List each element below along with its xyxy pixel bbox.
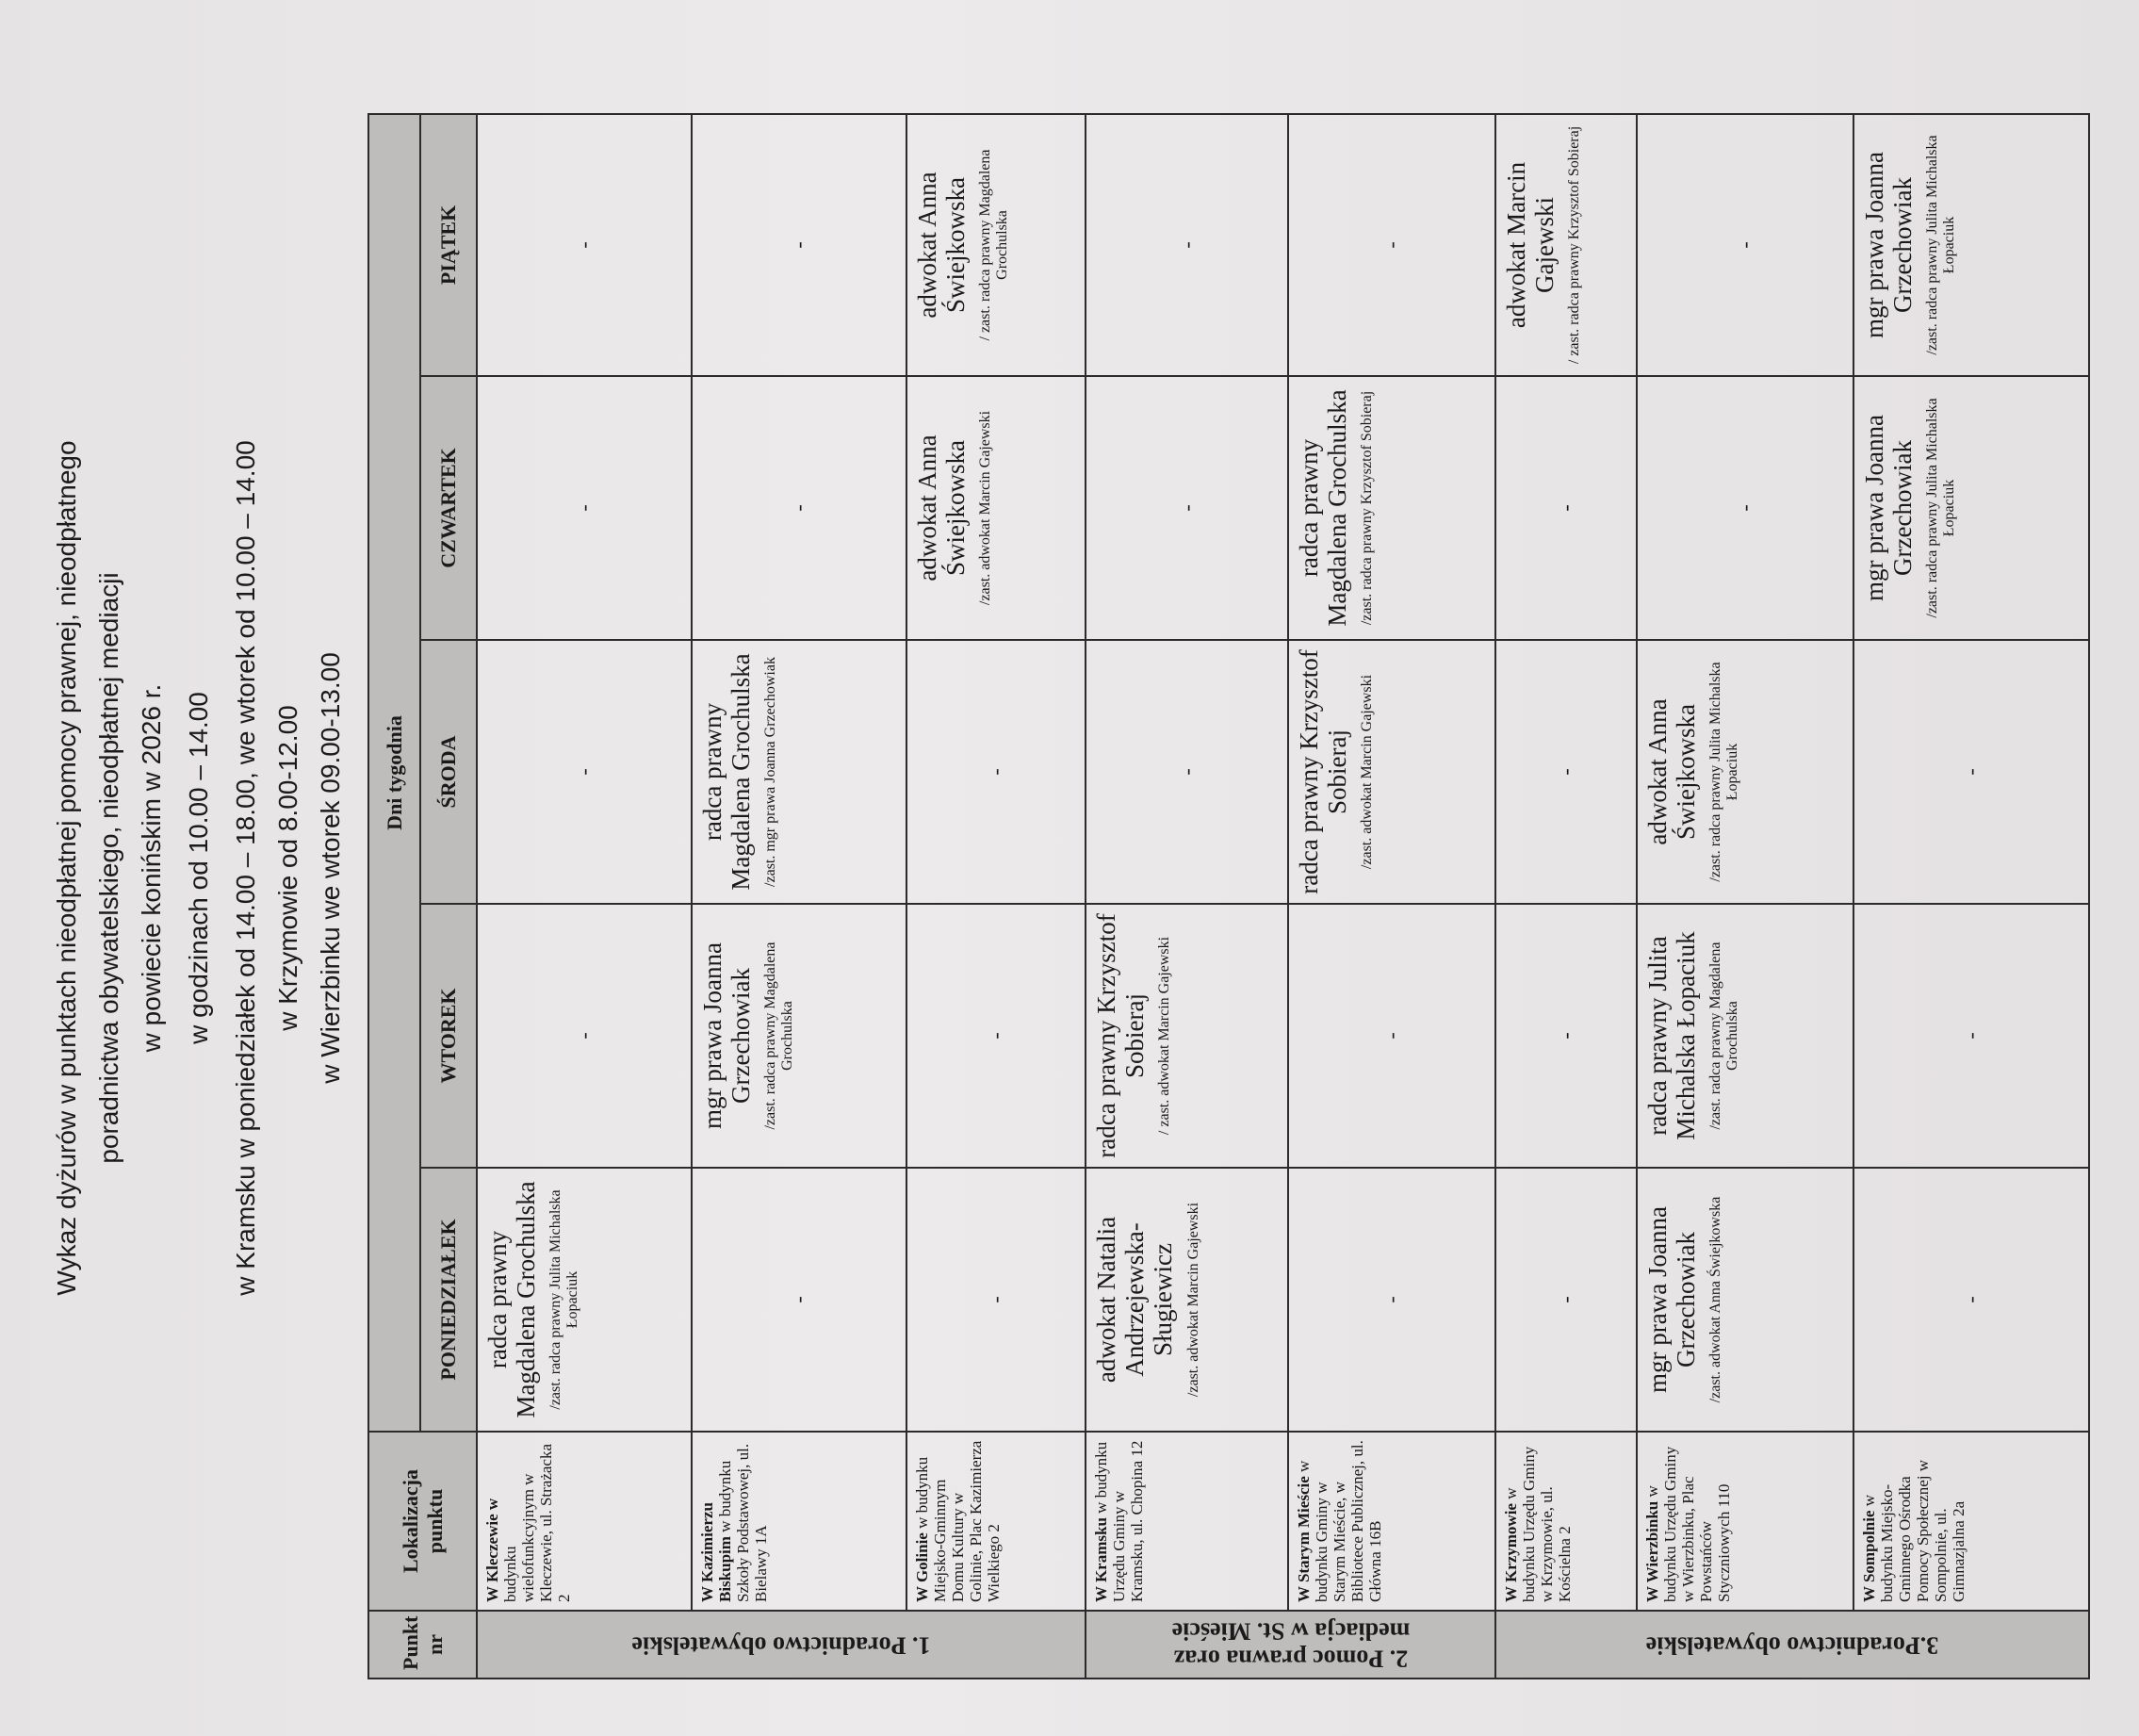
location-name: W Wierzbinku [1643,1500,1661,1602]
location-address: w budynku Gminy w Starym Mieście, w Bibliotece Publicznej, ul. Główna 16B [1295,1440,1385,1602]
duty-empty: - [906,640,1086,904]
duty-substitute: /zast. radca prawny Julita Michalska Łopaciuk [1924,398,1958,618]
duty-substitute: /zast. mgr prawa Joanna Grzechowiak [762,657,779,887]
duty-cell [906,376,1086,640]
section-2-text: 2. Pomoc prawna oraz mediacja w St. Mieście [1171,1618,1410,1673]
duty-main: mgr prawa Joanna Grzechowiak [1860,415,1918,601]
duty-main: adwokat Anna Świejkowska [913,172,971,319]
duty-substitute: /zast. radca prawny Magdalena Grochulska [1707,942,1741,1130]
duty-main: mgr prawa Joanna Grzechowiak [1643,1206,1701,1393]
location-name: W Starym Mieście [1295,1476,1313,1602]
duty-substitute: / zast. adwokat Marcin Gajewski [1156,936,1173,1136]
duty-empty: - [1288,1168,1495,1432]
location-cell [1288,1432,1495,1611]
location-name: W Kazimierzu Biskupim [698,1502,735,1602]
table-row [1288,114,1495,1679]
duty-empty: - [477,904,692,1168]
section-label-2 [1086,1611,1495,1679]
location-address: w budynku Urzędu Gminy w Krzymowie, ul. Kościelna 2 [1502,1446,1575,1602]
duty-main: adwokat Natalia Andrzejewska-Sługiewicz [1092,1216,1178,1384]
duty-cell [1637,640,1853,904]
table-row [477,114,692,1679]
section-3-text: 3.Poradnictwo obywatelskie [1645,1631,1939,1660]
duty-empty: - [1288,114,1495,376]
location-cell [1086,1432,1288,1611]
duty-empty: - [1495,376,1637,640]
table-row [1495,114,1637,1679]
header-line-7: w Wierzbinku we wtorek 09.00-13.00 [316,652,345,1084]
duty-cell [1288,376,1495,640]
duty-empty: - [477,640,692,904]
duty-empty: - [1495,640,1637,904]
duty-substitute: /zast. radca prawny Julita Michalska Łopaciuk [547,1189,581,1410]
duty-main: mgr prawa Joanna Grzechowiak [698,942,756,1129]
duty-cell [1086,904,1288,1168]
duty-main: radca prawny Julita Michalska Łopaciuk [1643,931,1701,1140]
duty-cell [477,1168,692,1432]
section-1-text: 1. Poradnictwo obywatelskie [631,1631,931,1660]
duty-cell [1086,1168,1288,1432]
location-name: W Kramsku [1092,1517,1110,1602]
location-address: w budynku Miejsko-Gminnego Ośrodka Pomocy Społecznej w Sompolnie, ul. Gimnazjalna 2a [1860,1459,1968,1602]
location-address: w budynku Szkoły Podstawowej, ul. Bielawy 1A [716,1443,771,1602]
table-row [1086,114,1288,1679]
location-name: W Golinie [913,1532,931,1602]
header-line-2: poradnictwa obywatelskiego, nieodpłatnej mediacji [94,572,123,1164]
duty-main: radca prawny Krzysztof Sobieraj [1092,913,1150,1158]
location-cell [906,1432,1086,1611]
header-day: CZWARTEK [420,376,477,640]
duty-cell [906,114,1086,376]
location-address: budynku wielofunkcyjnym w Kleczewie, ul. Strażacka 2 [501,1443,574,1602]
location-cell [1495,1432,1637,1611]
duty-cell [1288,640,1495,904]
header-line-3: w powiecie konińskim w 2026 r. [137,683,166,1053]
duty-empty: - [477,376,692,640]
location-address: w budynku Urzędu Gminy w Wierzbinku, Plac Powstańców Styczniowych 110 [1643,1446,1734,1602]
duty-substitute: /zast. radca prawny Julita Michalska Łopaciuk [1924,135,1958,355]
location-cell [1853,1432,2089,1611]
duty-main: adwokat Anna Świejkowska [913,434,971,581]
location-name: W Kleczewie w [483,1498,501,1602]
duty-cell [692,904,906,1168]
table-row [1853,114,2089,1679]
duty-empty: - [1288,904,1495,1168]
duty-empty: - [477,114,692,376]
duty-main: adwokat Marcin Gajewski [1502,161,1559,329]
duty-empty: - [1853,904,2089,1168]
location-cell [477,1432,692,1611]
header-day: WTOREK [420,904,477,1168]
duty-cell [1637,1168,1853,1432]
header-line-4: w godzinach od 10.00 – 14.00 [184,692,213,1044]
duty-empty: - [1495,904,1637,1168]
duty-empty: - [1086,376,1288,640]
duty-cell [1853,114,2089,376]
duty-empty: - [1853,640,2089,904]
table-row [692,114,906,1679]
duty-cell [692,640,906,904]
duty-main: radca prawny Magdalena Grochulska [483,1181,541,1418]
header-day: PONIEDZIAŁEK [420,1168,477,1432]
header-line-6: w Krzymowie od 8.00-12.00 [273,705,302,1031]
duty-cell [1853,376,2089,640]
duty-substitute: / zast. radca prawny Krzysztof Sobieraj [1566,125,1583,365]
duty-substitute: /zast. adwokat Marcin Gajewski [1359,674,1376,870]
duty-substitute: /zast. adwokat Marcin Gajewski [1184,1202,1201,1398]
section-label-1 [477,1611,1086,1679]
duty-empty: - [692,376,906,640]
duty-substitute: /zast. adwokat Marcin Gajewski [977,410,994,606]
table-row [1637,114,1853,1679]
duty-substitute: /zast. radca prawny Julita Michalska Łopaciuk [1707,662,1741,882]
duty-main: radca prawny Krzysztof Sobieraj [1295,649,1352,894]
duty-empty: - [1853,1168,2089,1432]
table-row [906,114,1086,1679]
location-name: W Krzymowie [1502,1503,1520,1602]
duty-main: mgr prawa Joanna Grzechowiak [1860,152,1918,338]
header-day: ŚRODA [420,640,477,904]
location-address: w budynku Urzędu Gminy w Kramsku, ul. Chopina 12 [1092,1440,1147,1602]
duty-empty: - [692,114,906,376]
header-line-1: Wykaz dyżurów w punktach nieodpłatnej pomocy prawnej, nieodpłatnego [52,440,81,1296]
section-label-3 [1495,1611,2089,1679]
location-address: w budynku Miejsko-Gminnym Domu Kultury w Golinie, Plac Kazimierza Wielkiego 2 [913,1440,1004,1602]
duty-substitute: /zast. radca prawny Krzysztof Sobieraj [1359,390,1376,626]
header-day: PIĄTEK [420,114,477,376]
duty-cell [1637,904,1853,1168]
duty-cell [1495,114,1637,376]
duty-empty: - [1637,114,1853,376]
header-line-5: w Kramsku w poniedziałek od 14.00 – 18.00, we wtorek od 10.00 – 14.00 [231,440,260,1296]
header-punkt-nr: Punkt nr [368,1611,477,1679]
schedule-table [367,113,2090,1679]
duty-main: adwokat Anna Świejkowska [1643,698,1701,845]
duty-empty: - [906,1168,1086,1432]
location-cell [1637,1432,1853,1611]
duty-main: radca prawny Magdalena Grochulska [698,653,756,891]
duty-empty: - [1637,376,1853,640]
duty-empty: - [692,1168,906,1432]
location-name: W Sompolnie [1860,1510,1878,1602]
duty-empty: - [906,904,1086,1168]
duty-substitute: /zast. radca prawny Magdalena Grochulska [762,942,796,1130]
duty-substitute: /zast. adwokat Anna Świejkowska [1707,1196,1724,1403]
duty-substitute: / zast. radca prawny Magdalena Grochulska [977,149,1011,341]
header-lokalizacja: Lokalizacja punktu [368,1432,477,1611]
header-dni-tygodnia: Dni tygodnia [368,114,420,1432]
location-cell [692,1432,906,1611]
duty-main: radca prawny Magdalena Grochulska [1295,389,1352,627]
duty-empty: - [1495,1168,1637,1432]
duty-empty: - [1086,640,1288,904]
duty-empty: - [1086,114,1288,376]
